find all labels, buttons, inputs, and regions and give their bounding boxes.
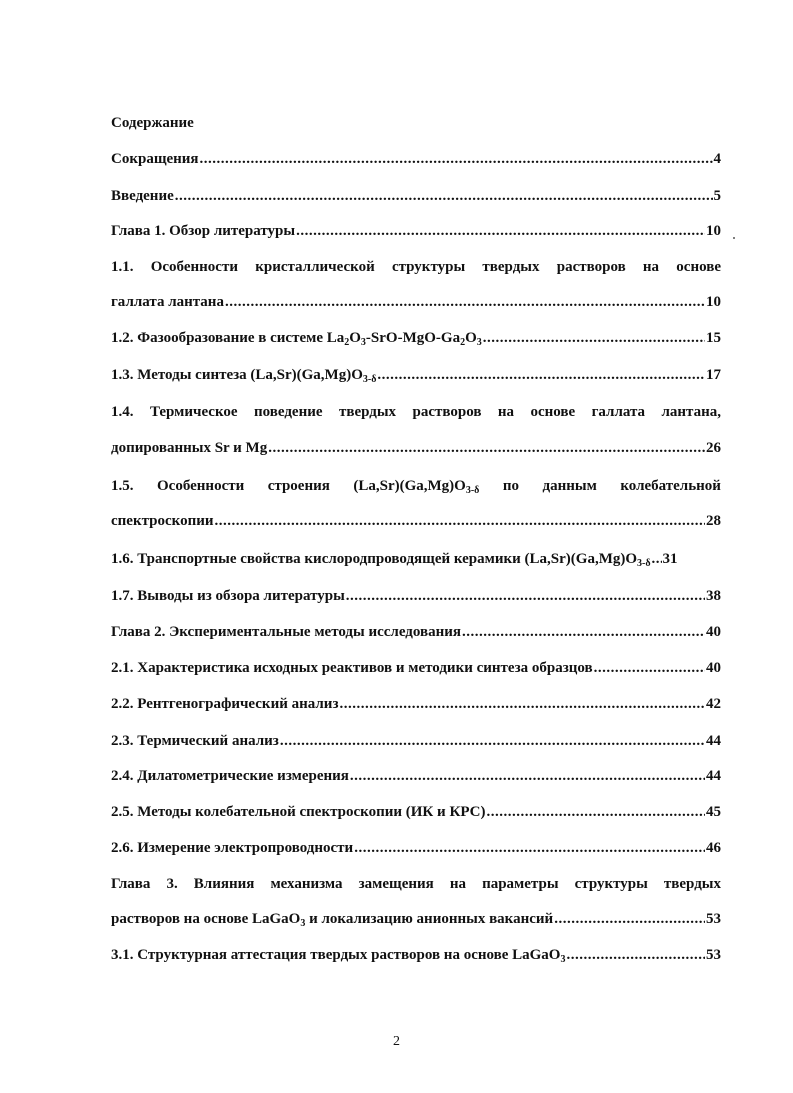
toc-entry-label: Глава 2. Экспериментальные методы исследования <box>111 624 462 640</box>
toc-entry-line1[interactable] <box>111 476 721 496</box>
toc-entry-page: 38 <box>706 588 721 604</box>
toc-entry-label: Введение <box>111 188 174 204</box>
word: галлата <box>591 404 646 420</box>
leader-dots <box>554 909 705 929</box>
word: замещения <box>358 876 434 892</box>
toc-entry-page: 5 <box>713 188 721 204</box>
leader-dots <box>483 328 705 348</box>
word: твердых <box>482 259 540 275</box>
leader-dots <box>377 365 705 385</box>
toc-entry-page: 10 <box>706 294 721 310</box>
toc-entry-label: 2.6. Измерение электропроводности <box>111 840 354 856</box>
word: параметры <box>482 876 559 892</box>
toc-entry[interactable] <box>111 694 721 714</box>
toc-entry-line1[interactable] <box>111 257 721 277</box>
toc-entry-page: 40 <box>706 624 721 640</box>
word: основе <box>676 259 721 275</box>
word: твердых <box>338 404 397 420</box>
word: $(La,Sr)(Ga,Mg)O_{3-\delta}$ <box>353 478 480 496</box>
toc-entry[interactable] <box>111 658 721 678</box>
word: Особенности <box>157 478 245 494</box>
word: структуры <box>574 876 648 892</box>
toc-entry-page: 45 <box>706 804 721 820</box>
toc-title: Содержание <box>111 115 194 131</box>
toc-entry-label: 2.5. Методы колебательной спектроскопии (ИК и КРС) <box>111 804 486 820</box>
toc-entry-label: 3.1. Структурная аттестация твердых растворов на основе LaGaO$_3$ <box>111 947 566 965</box>
word: на <box>642 259 660 275</box>
leader-dots <box>175 186 713 206</box>
leader-dots <box>487 802 705 822</box>
word: растворов <box>556 259 626 275</box>
toc-entry-label: Сокращения <box>111 151 199 167</box>
toc-entry-label: 2.3. Термический анализ <box>111 733 279 749</box>
toc-entry-page: 40 <box>706 660 721 676</box>
toc-entry-page: 42 <box>706 696 721 712</box>
word: на <box>449 876 466 892</box>
toc-entry-label: 2.1. Характеристика исходных реактивов и методики синтеза образцов <box>111 660 593 676</box>
leader-dots <box>350 766 705 786</box>
toc-entry-page: 46 <box>706 840 721 856</box>
toc-entry-label: Глава 1. Обзор литературы <box>111 223 296 239</box>
toc-entry-page: 28 <box>706 513 721 529</box>
word: строения <box>267 478 330 494</box>
leader-dots <box>346 586 705 606</box>
leader-dots <box>280 731 705 751</box>
scan-speck <box>733 237 735 239</box>
toc-entry[interactable] <box>111 292 721 312</box>
toc-entry-label: 2.4. Дилатометрические измерения <box>111 768 349 784</box>
leader-dots <box>566 945 705 965</box>
leader-dots <box>215 511 705 531</box>
toc-entry-page: 26 <box>706 440 721 456</box>
toc-entry-page: 44 <box>706 733 721 749</box>
word: твердых <box>663 876 721 892</box>
toc-entry-label: 2.2. Рентгенографический анализ <box>111 696 339 712</box>
toc-entry-page: 31 <box>662 551 678 567</box>
toc-entry[interactable] <box>111 766 721 786</box>
toc-entry-line1[interactable] <box>111 402 721 422</box>
toc-entry-label: спектроскопии <box>111 513 214 529</box>
toc-entry[interactable] <box>111 511 721 531</box>
toc-entry[interactable] <box>111 838 721 858</box>
toc-entry[interactable] <box>111 365 721 385</box>
word: Глава <box>111 876 151 892</box>
leader-dots <box>225 292 705 312</box>
word: кристаллической <box>255 259 375 275</box>
toc-entry-label: растворов на основе LaGaO$_3$ и локализацию анионных вакансий <box>111 911 554 929</box>
toc-entry[interactable] <box>111 622 721 642</box>
leader-dots <box>594 658 705 678</box>
toc-entry-line1[interactable] <box>111 874 721 894</box>
word: колебательной <box>620 478 721 494</box>
word: Термическое <box>149 404 238 420</box>
toc-entry-page: 10 <box>706 223 721 239</box>
toc-entry-page: 53 <box>706 947 721 963</box>
word: растворов <box>412 404 482 420</box>
leader-dots <box>200 149 713 169</box>
toc-entry[interactable] <box>111 149 721 169</box>
toc-entry[interactable] <box>111 549 721 569</box>
word: Влияния <box>193 876 255 892</box>
toc-entry[interactable] <box>111 221 721 241</box>
page-number: 2 <box>393 1034 400 1049</box>
word: 1.5. <box>111 478 134 494</box>
toc-entry-label: галлата лантана <box>111 294 224 310</box>
leader-dots <box>339 694 705 714</box>
word: по <box>502 478 520 494</box>
toc-entry-page: 15 <box>706 330 721 346</box>
toc-entry[interactable] <box>111 586 721 606</box>
word: поведение <box>254 404 323 420</box>
word: 1.4. <box>111 404 134 420</box>
toc-entry-page: 53 <box>706 911 721 927</box>
word: структуры <box>391 259 466 275</box>
toc-entry-label: 1.2. Фазообразование в системе $La_2O_3-SrO-MgO-Ga_2O_3$ <box>111 330 482 348</box>
toc-entry-page: 44 <box>706 768 721 784</box>
toc-entry[interactable] <box>111 438 721 458</box>
toc-entry[interactable] <box>111 731 721 751</box>
word: 3. <box>166 876 178 892</box>
toc-entry-page: 4 <box>713 151 721 167</box>
word: 1.1. <box>111 259 134 275</box>
leader-dots <box>296 221 705 241</box>
word: механизма <box>270 876 343 892</box>
word: данным <box>542 478 597 494</box>
toc-entry[interactable] <box>111 945 721 965</box>
toc-entry[interactable] <box>111 909 721 929</box>
word: Особенности <box>150 259 238 275</box>
toc-entry-label: 1.7. Выводы из обзора литературы <box>111 588 345 604</box>
word: лантана, <box>661 404 721 420</box>
toc-entry[interactable] <box>111 802 721 822</box>
word: основе <box>530 404 576 420</box>
word: на <box>497 404 515 420</box>
toc-entry-label: 1.3. Методы синтеза $(La,Sr)(Ga,Mg)O_{3-\delta}$ <box>111 367 377 385</box>
leader-dots <box>652 549 662 569</box>
leader-dots <box>268 438 705 458</box>
toc-entry[interactable] <box>111 328 721 348</box>
toc-entry-label: 1.6. Транспортные свойства кислородпроводящей керамики $(La,Sr)(Ga,Mg)O_{3-\delta}$ <box>111 551 651 569</box>
toc-entry[interactable] <box>111 186 721 206</box>
toc-entry-label: допированных Sr и Mg <box>111 440 268 456</box>
toc-entry-page: 17 <box>706 367 721 383</box>
leader-dots <box>354 838 705 858</box>
leader-dots <box>462 622 705 642</box>
